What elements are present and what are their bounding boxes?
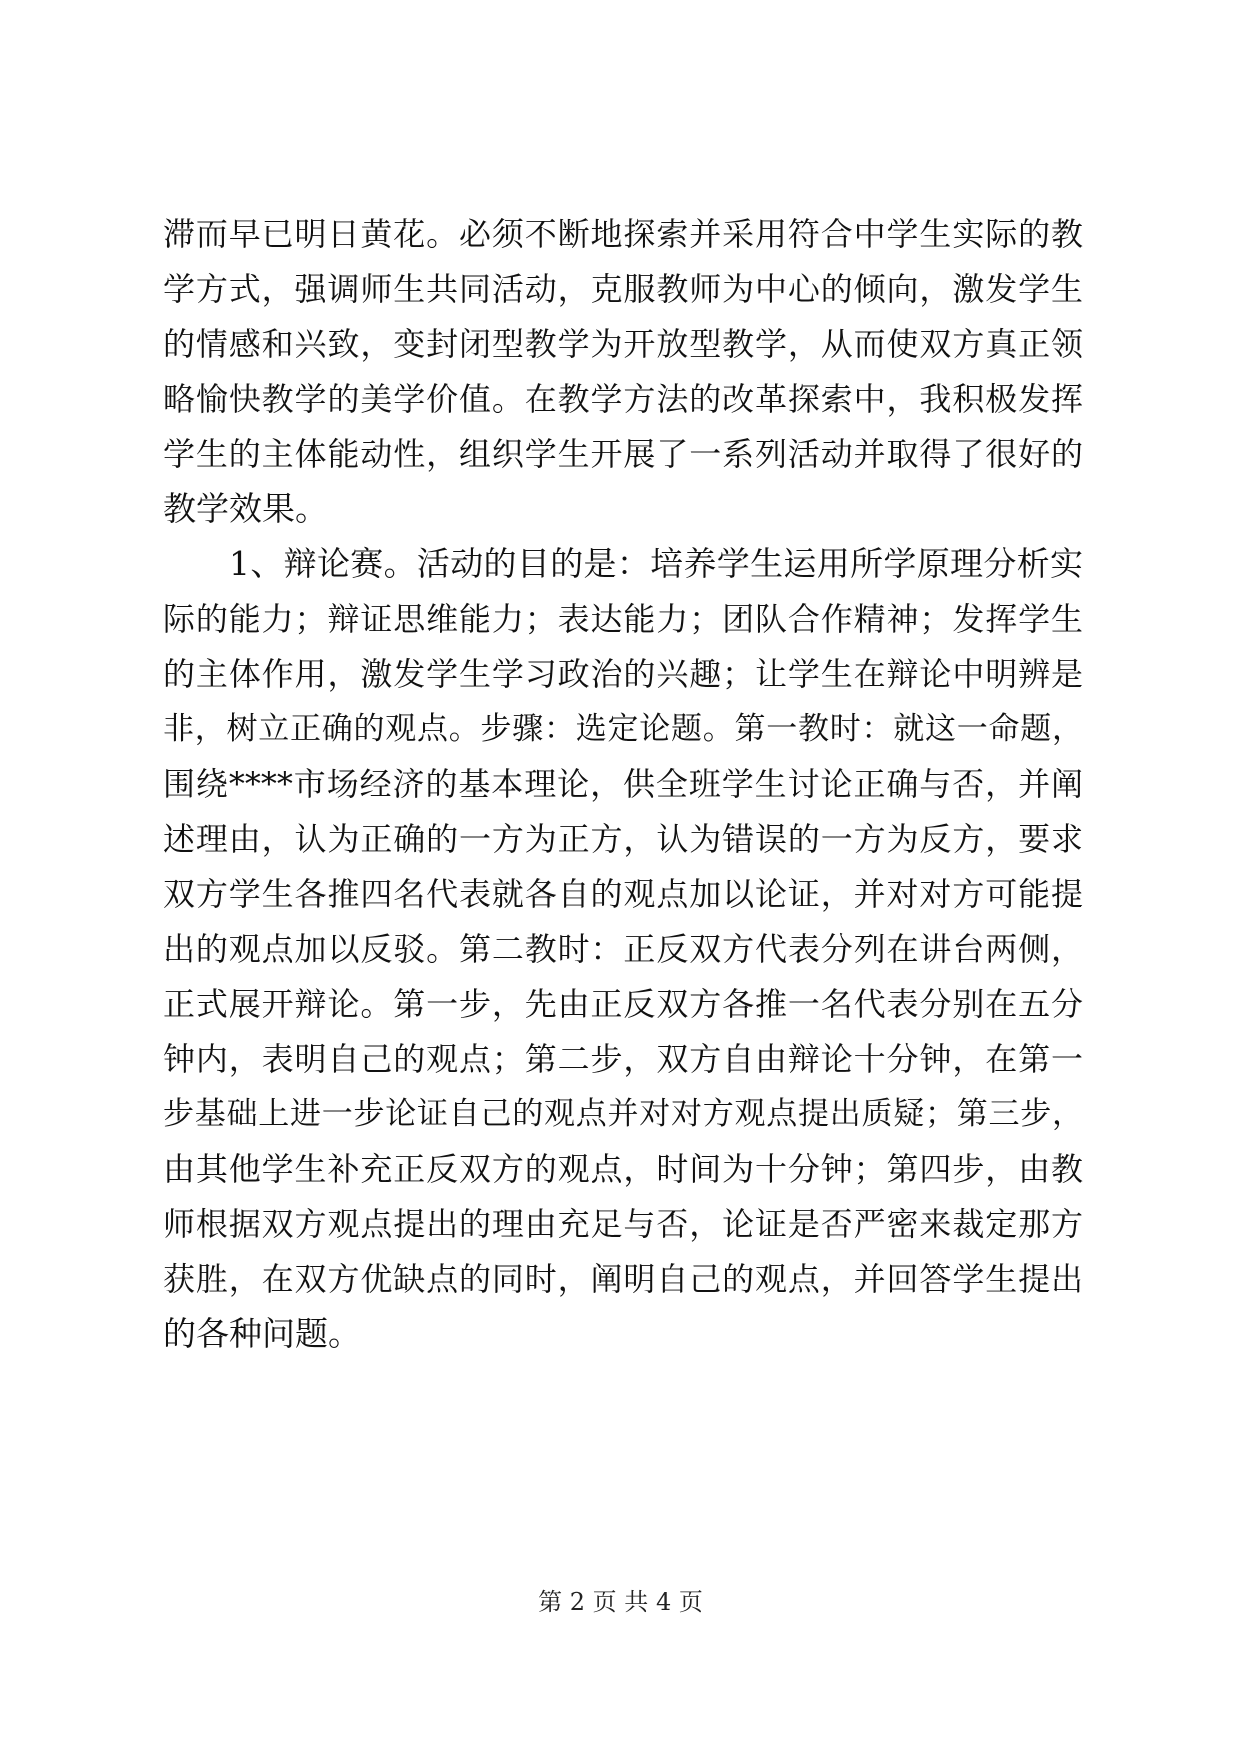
paragraph-2-line-10: 钟内，表明自己的观点；第二步，双方自由辩论十分钟，在第一 <box>163 1040 1083 1078</box>
paragraph-2-line-2: 际的能力；辩证思维能力；表达能力；团队合作精神；发挥学生 <box>163 600 1083 638</box>
paragraph-2-line-1: 1、辩论赛。活动的目的是：培养学生运用所学原理分析实 <box>229 544 1083 583</box>
paragraph-1-line-4: 略愉快教学的美学价值。在教学方法的改革探索中，我积极发挥 <box>163 380 1083 418</box>
paragraph-2-line-3: 的主体作用，激发学生学习政治的兴趣；让学生在辩论中明辨是 <box>163 655 1083 693</box>
paragraph-2-line-12: 由其他学生补充正反双方的观点，时间为十分钟；第四步，由教 <box>163 1150 1083 1188</box>
paragraph-1-line-3: 的情感和兴致，变封闭型教学为开放型教学，从而使双方真正领 <box>163 325 1083 363</box>
page-number-footer: 第 2 页 共 4 页 <box>538 1588 703 1616</box>
paragraph-1-line-1: 滞而早已明日黄花。必须不断地探索并采用符合中学生实际的教 <box>163 215 1083 253</box>
paragraph-1-line-6: 教学效果。 <box>163 489 328 528</box>
paragraph-2-line-4: 非，树立正确的观点。步骤：选定论题。第一教时：就这一命题， <box>163 711 1083 747</box>
paragraph-2-line-9: 正式展开辩论。第一步，先由正反双方各推一名代表分别在五分 <box>163 985 1083 1023</box>
paragraph-2-line-5: 围绕****市场经济的基本理论，供全班学生讨论正确与否，并阐 <box>163 765 1083 803</box>
paragraph-2-line-7: 双方学生各推四名代表就各自的观点加以论证，并对对方可能提 <box>163 875 1083 913</box>
paragraph-2-line-6: 述理由，认为正确的一方为正方，认为错误的一方为反方，要求 <box>163 820 1083 858</box>
paragraph-2-line-11: 步基础上进一步论证自己的观点并对对方观点提出质疑；第三步， <box>163 1096 1083 1132</box>
paragraph-2-line-8: 出的观点加以反驳。第二教时：正反双方代表分列在讲台两侧， <box>163 930 1083 968</box>
paragraph-2-line-15: 的各种问题。 <box>163 1314 361 1353</box>
paragraph-2-line-14: 获胜，在双方优缺点的同时，阐明自己的观点，并回答学生提出 <box>163 1260 1083 1298</box>
paragraph-1-line-2: 学方式，强调师生共同活动，克服教师为中心的倾向，激发学生 <box>163 270 1083 308</box>
paragraph-2-line-13: 师根据双方观点提出的理由充足与否，论证是否严密来裁定那方 <box>163 1205 1083 1243</box>
paragraph-1-line-5: 学生的主体能动性，组织学生开展了一系列活动并取得了很好的 <box>163 435 1083 473</box>
